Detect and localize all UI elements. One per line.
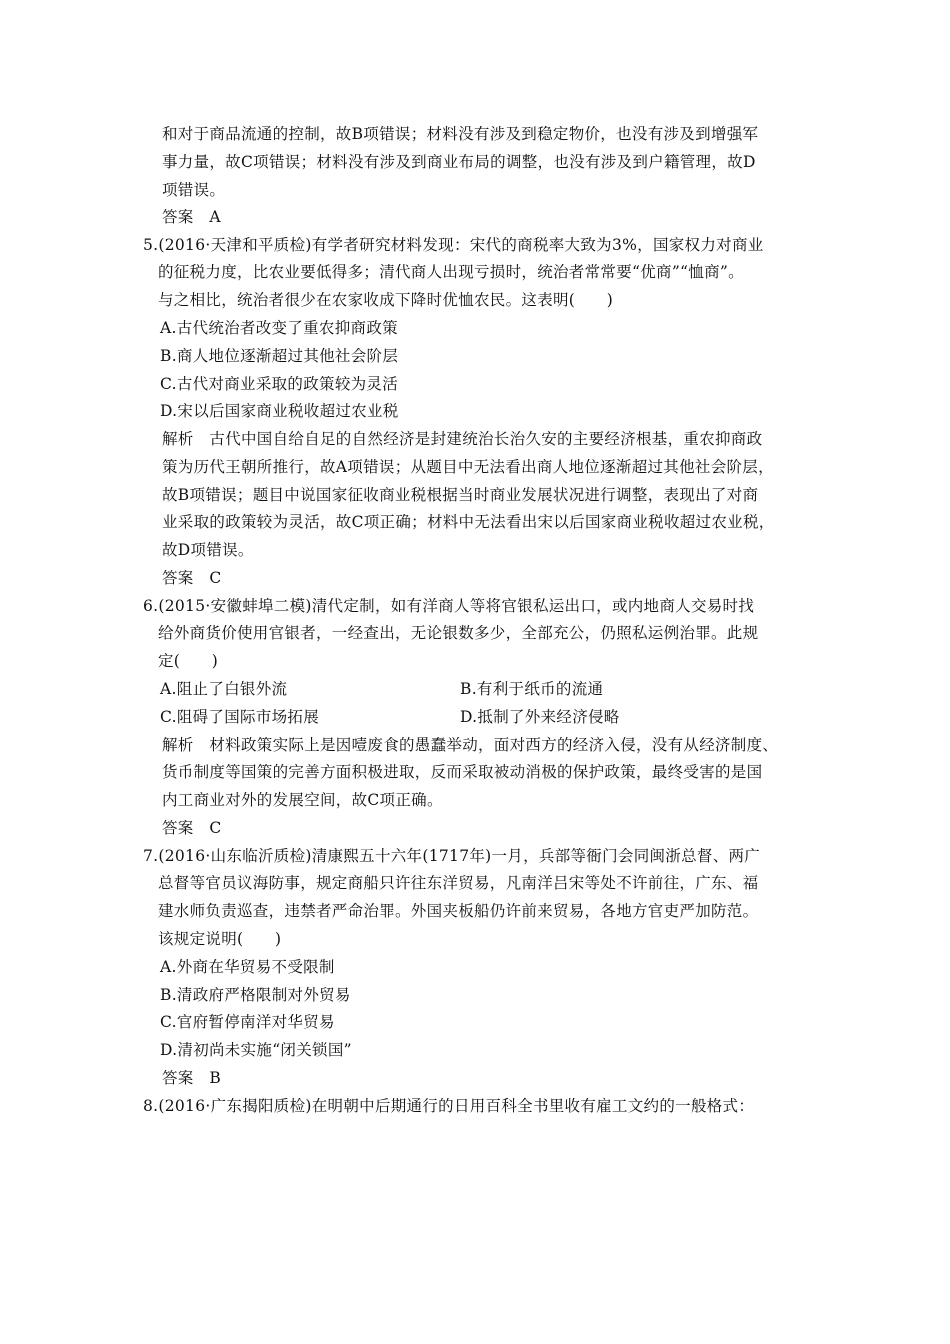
q5-stem-line-3: 与之相比，统治者很少在农家收成下降时优恤农民。这表明( ): [158, 291, 614, 309]
q6-stem-line-1: 6.(2015·安徽蚌埠二模)清代定制，如有洋商人等将官银私运出口，或内地商人交易时找: [143, 597, 755, 615]
q6-analysis-line-2: 货币制度等国策的完善方面积极进取，反而采取被动消极的保护政策，最终受害的是国: [162, 763, 763, 781]
q5-stem-line-1: 5.(2016·天津和平质检)有学者研究材料发现：宋代的商税率大致为3%，国家权力对商业: [143, 236, 764, 254]
q6-option-d: D.抵制了外来经济侵略: [460, 708, 620, 726]
q7-answer: 答案 B: [162, 1069, 222, 1087]
q5-analysis-line-5: 故D项错误。: [162, 541, 254, 559]
q6-stem-line-2: 给外商货价使用官银者，一经查出，无论银数多少，全部充公，仍照私运例治罪。此规: [158, 624, 759, 642]
q5-option-d: D.宋以后国家商业税收超过农业税: [160, 402, 399, 420]
q7-stem-line-2: 总督等官员议海防事，规定商船只许往东洋贸易，凡南洋吕宋等处不许前往，广东、福: [158, 874, 759, 892]
q5-analysis-line-4: 业采取的政策较为灵活，故C项正确；材料中无法看出宋以后国家商业税收超过农业税，: [162, 513, 775, 531]
prev-analysis-line-1: 和对于商品流通的控制，故B项错误；材料没有涉及到稳定物价，也没有涉及到增强军: [162, 125, 759, 143]
prev-answer: 答案 A: [162, 208, 221, 226]
q5-stem-line-2: 的征税力度，比农业要低得多；清代商人出现亏损时，统治者常常要“优商”“恤商”。: [158, 263, 744, 281]
q7-stem-line-1: 7.(2016·山东临沂质检)清康熙五十六年(1717年)一月，兵部等衙门会同闽浙总督、两广: [143, 847, 761, 865]
q6-answer: 答案 C: [162, 819, 222, 837]
q8-stem-line-1: 8.(2016·广东揭阳质检)在明朝中后期通行的日用百科全书里收有雇工文约的一般格式：: [143, 1097, 755, 1115]
q5-analysis-line-1: 解析 古代中国自给自足的自然经济是封建统治长治久安的主要经济根基，重农抑商政: [162, 430, 763, 448]
q6-stem-line-3: 定( ): [158, 652, 219, 670]
q5-analysis-line-3: 故B项错误；题目中说国家征收商业税根据当时商业发展状况进行调整，表现出了对商: [162, 486, 759, 504]
q6-analysis-line-1: 解析 材料政策实际上是因噎废食的愚蠢举动，面对西方的经济入侵，没有从经济制度、: [162, 736, 779, 754]
q5-option-b: B.商人地位逐渐超过其他社会阶层: [160, 347, 399, 365]
q5-analysis-line-2: 策为历代王朝所推行，故A项错误；从题目中无法看出商人地位逐渐超过其他社会阶层，: [162, 458, 774, 476]
prev-analysis-line-2: 事力量，故C项错误；材料没有涉及到商业布局的调整，也没有涉及到户籍管理，故D: [162, 153, 756, 171]
q7-option-b: B.清政府严格限制对外贸易: [160, 986, 351, 1004]
q6-option-c: C.阻碍了国际市场拓展: [160, 708, 320, 726]
q5-option-c: C.古代对商业采取的政策较为灵活: [160, 375, 399, 393]
prev-analysis-line-3: 项错误。: [162, 181, 226, 199]
q7-option-d: D.清初尚未实施“闭关锁国”: [160, 1041, 352, 1059]
q5-option-a: A.古代统治者改变了重农抑商政策: [160, 319, 398, 337]
q5-answer: 答案 C: [162, 569, 222, 587]
q7-option-a: A.外商在华贸易不受限制: [160, 958, 335, 976]
q7-option-c: C.官府暂停南洋对华贸易: [160, 1013, 335, 1031]
q6-option-a: A.阻止了白银外流: [160, 680, 288, 698]
q6-analysis-line-3: 内工商业对外的发展空间，故C项正确。: [162, 791, 443, 809]
q7-stem-line-3: 建水师负责巡查，违禁者严命治罪。外国夹板船仍许前来贸易，各地方官吏严加防范。: [158, 902, 759, 920]
q6-option-b: B.有利于纸币的流通: [460, 680, 604, 698]
q7-stem-line-4: 该规定说明( ): [158, 930, 282, 948]
